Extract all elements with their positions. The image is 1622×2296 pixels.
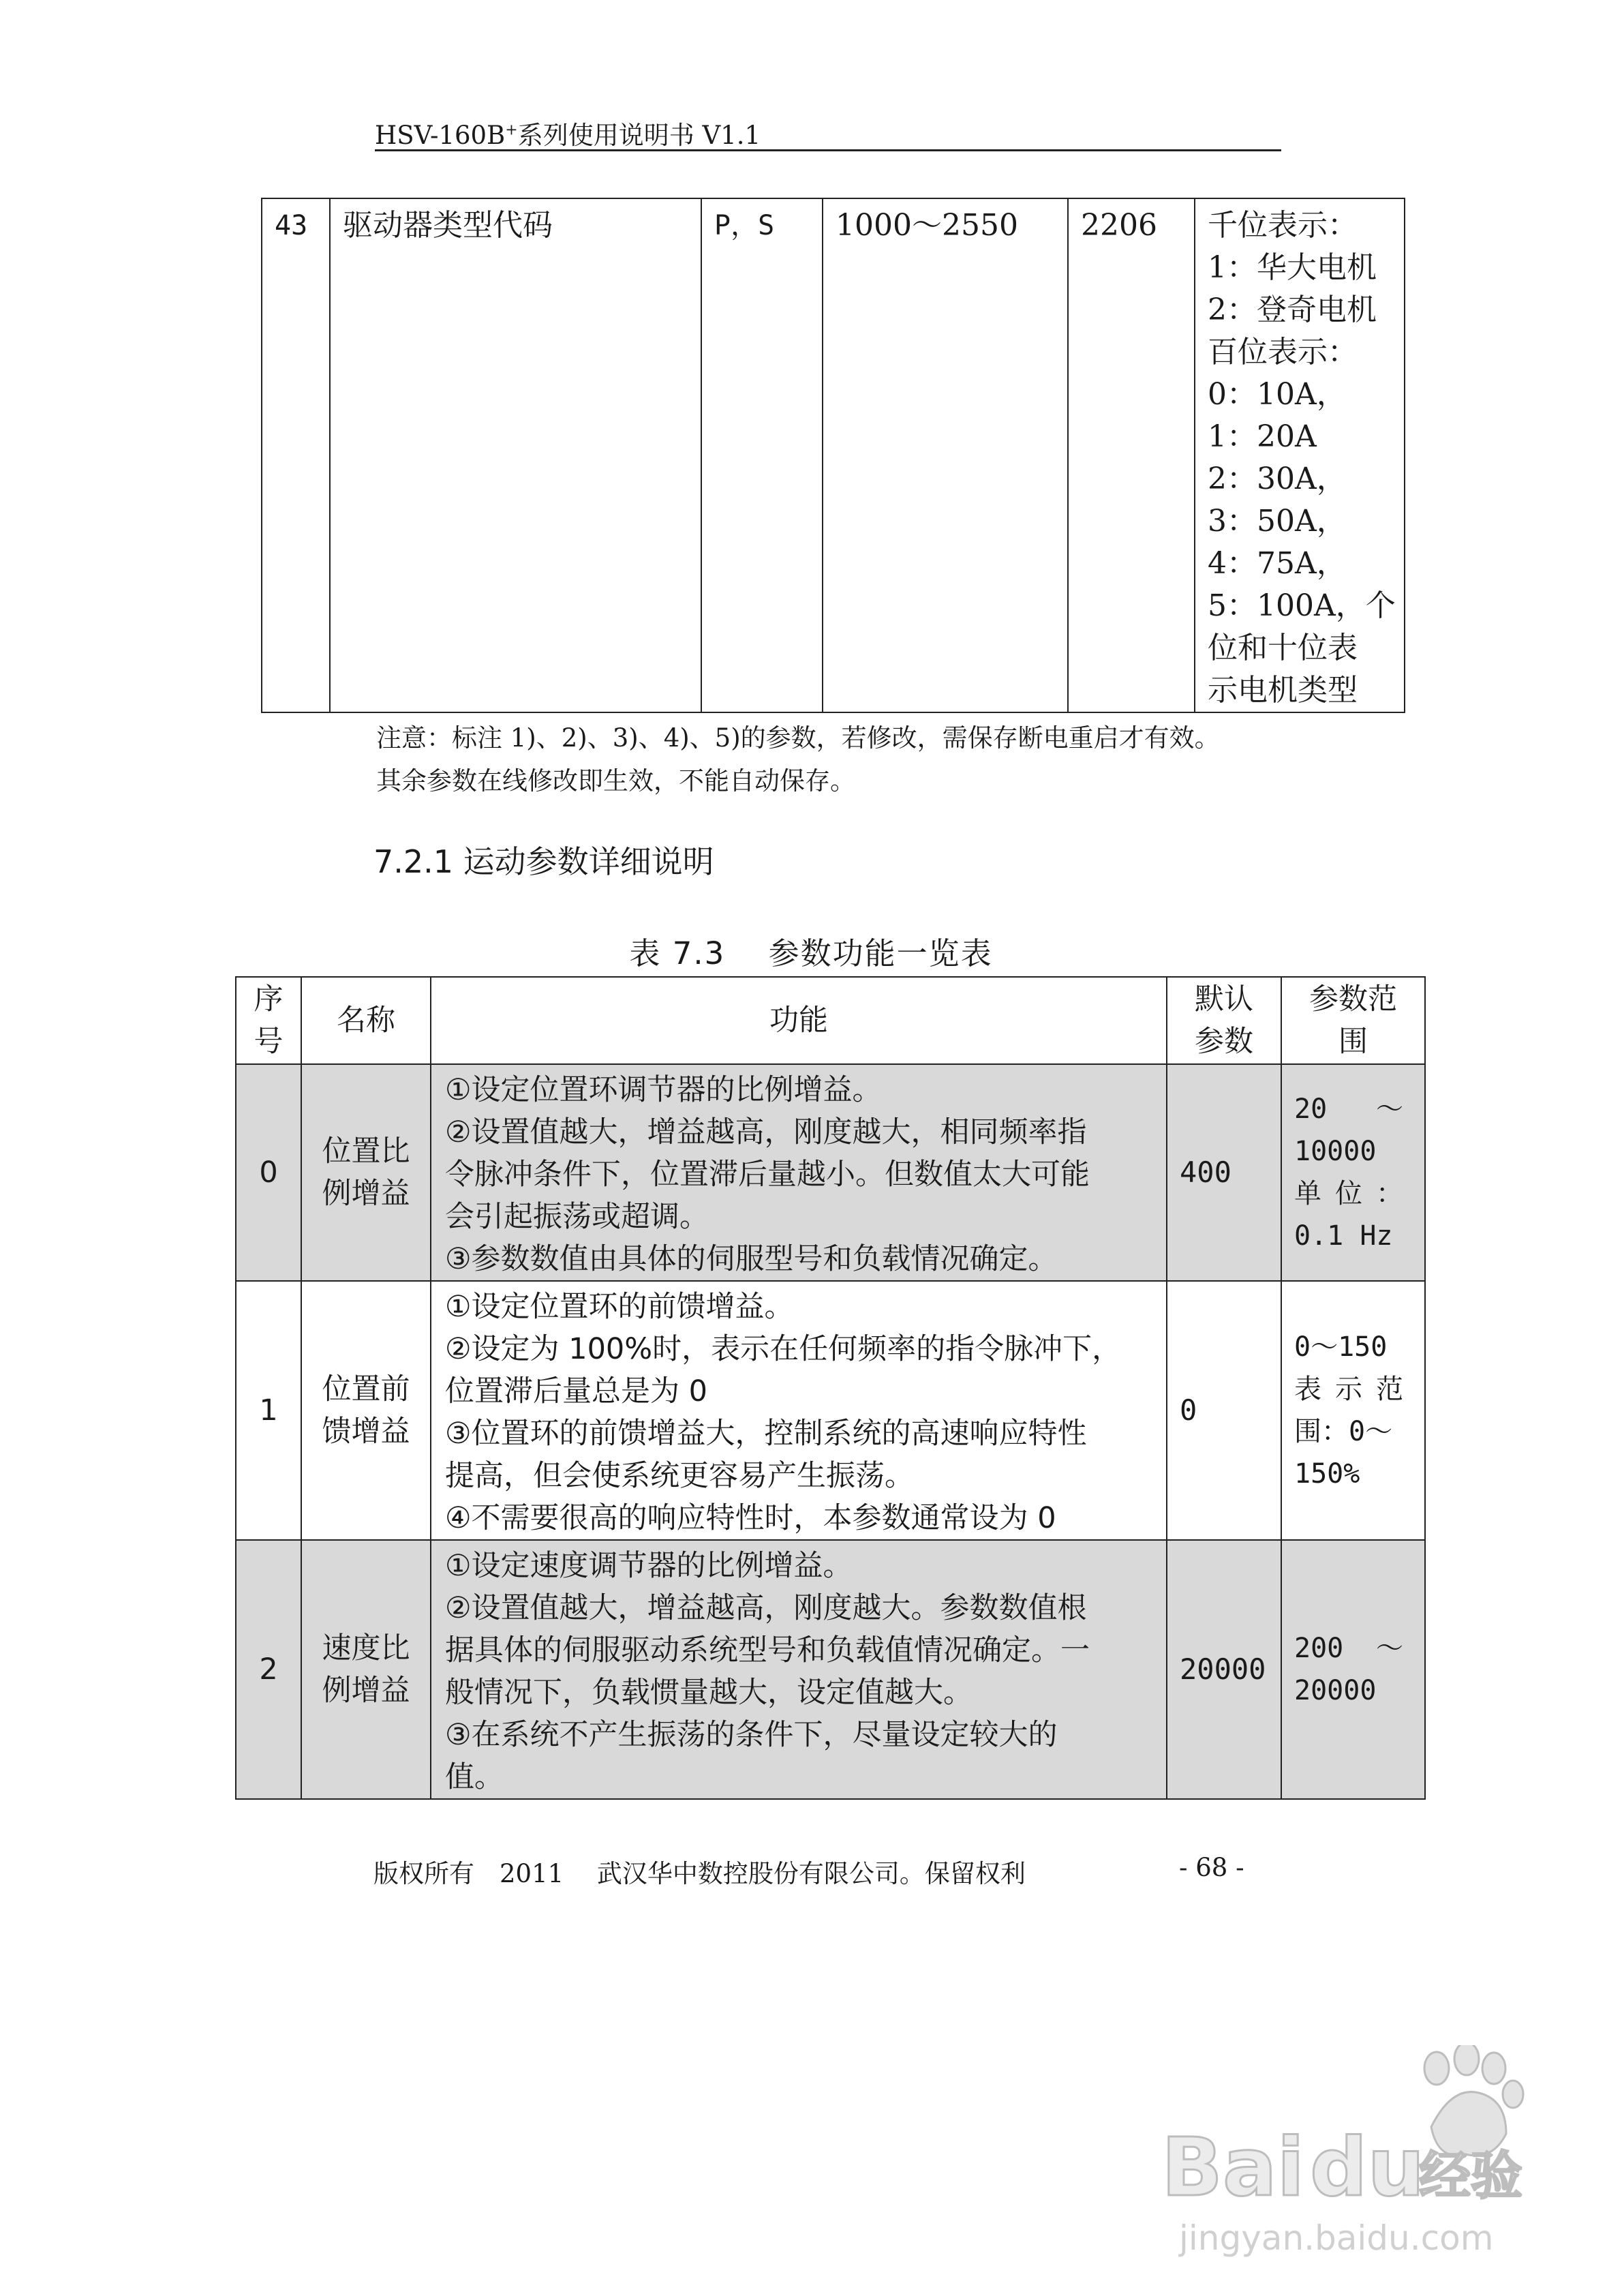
range-part: 位	[1335, 1178, 1362, 1209]
range-line: 围：0～	[1294, 1416, 1393, 1447]
col-header-function: 功能	[431, 977, 1167, 1064]
param-name: 驱动器类型代码	[330, 198, 701, 712]
name-line: 速度比	[322, 1631, 410, 1665]
svg-text:Bai: Bai	[1161, 2120, 1305, 2214]
col-header-no	[236, 977, 301, 1064]
header-line: 参数范	[1309, 982, 1397, 1016]
desc-line: 3：50A，	[1208, 504, 1347, 539]
baidu-watermark-logo	[1152, 2045, 1533, 2270]
row-no: 1	[236, 1281, 301, 1540]
range-part: 单	[1294, 1178, 1321, 1209]
note-line: 其余参数在线修改即生效，不能自动保存。	[376, 766, 855, 796]
function-line: 值。	[445, 1760, 504, 1794]
range-line: 150%	[1294, 1458, 1360, 1490]
range-part: 示	[1335, 1374, 1362, 1405]
table-row	[262, 198, 1405, 712]
header-title: HSV-160B	[375, 121, 506, 150]
row-name	[301, 1064, 431, 1281]
table-header-row	[236, 977, 1425, 1064]
function-line: 令脉冲条件下，位置滞后量越小。但数值太大可能	[445, 1158, 1090, 1192]
header-title-suffix: 系列使用说明书 V1.1	[517, 121, 761, 150]
footer-copyright: 版权所有 2011 武汉华中数控股份有限公司。保留权利	[373, 1859, 1026, 1888]
range-line: 20000	[1294, 1675, 1377, 1706]
function-line: ③在系统不产生振荡的条件下，尽量设定较大的	[445, 1718, 1058, 1752]
row-default: 400	[1167, 1064, 1281, 1281]
desc-line: 1：华大电机	[1208, 250, 1377, 285]
header-superscript: +	[505, 121, 518, 139]
table-row	[236, 1540, 1425, 1799]
range-line: 0.1 Hz	[1294, 1220, 1393, 1252]
range-part: 20	[1294, 1093, 1328, 1125]
header-line: 默认	[1195, 982, 1253, 1016]
col-header-default	[1167, 977, 1281, 1064]
name-line: 位置前	[322, 1372, 410, 1406]
desc-line: 位和十位表	[1208, 631, 1358, 665]
function-line: ②设定为 100%时，表示在任何频率的指令脉冲下，	[445, 1332, 1122, 1366]
function-line: ②设置值越大，增益越高，刚度越大。参数数值根	[445, 1591, 1087, 1625]
range-part: 200	[1294, 1633, 1344, 1664]
name-line: 馈增益	[322, 1415, 410, 1449]
row-no: 2	[236, 1540, 301, 1799]
function-line: ④不需要很高的响应特性时，本参数通常设为 0	[445, 1501, 1056, 1535]
col-header-name: 名称	[301, 977, 431, 1064]
header-line: 围	[1338, 1025, 1368, 1059]
note-line: 注意：标注 1)、2)、3)、4)、5)的参数，若修改，需保存断电重启才有效。	[376, 723, 1220, 753]
svg-text:du: du	[1310, 2120, 1425, 2214]
row-function	[431, 1281, 1167, 1540]
desc-line: 百位表示：	[1208, 335, 1358, 369]
header-line: 序	[254, 982, 284, 1016]
param-range: 1000～2550	[823, 198, 1068, 712]
svg-text:jingyan.baidu.com: jingyan.baidu.com	[1179, 2218, 1494, 2258]
range-part: ：	[1376, 1178, 1403, 1209]
col-header-range	[1281, 977, 1425, 1064]
row-default: 0	[1167, 1281, 1281, 1540]
function-line: 据具体的伺服驱动系统型号和负载值情况确定。一	[445, 1633, 1090, 1667]
param-no: 43	[262, 198, 330, 712]
row-function	[431, 1064, 1167, 1281]
param-description	[1195, 198, 1405, 712]
header-line: 号	[254, 1025, 284, 1059]
range-part: ～	[1376, 1633, 1403, 1664]
row-range	[1281, 1540, 1425, 1799]
range-line: 0～150	[1294, 1331, 1388, 1363]
desc-line: 1：20A	[1208, 419, 1317, 454]
row-no: 0	[236, 1064, 301, 1281]
function-line: ③位置环的前馈增益大，控制系统的高速响应特性	[445, 1417, 1087, 1451]
header-rule	[375, 149, 1281, 151]
table-row	[236, 1064, 1425, 1281]
desc-line: 0：10A，	[1208, 377, 1347, 412]
row-function	[431, 1540, 1167, 1799]
table-row	[236, 1281, 1425, 1540]
header-line: 参数	[1195, 1025, 1253, 1059]
function-line: 位置滞后量总是为 0	[445, 1374, 708, 1408]
desc-line: 示电机类型	[1208, 673, 1358, 708]
row-name	[301, 1281, 431, 1540]
name-line: 位置比	[322, 1134, 410, 1168]
param-mode: P，S	[701, 198, 823, 712]
name-line: 例增益	[322, 1177, 410, 1211]
row-name	[301, 1540, 431, 1799]
name-line: 例增益	[322, 1674, 410, 1708]
desc-line: 千位表示：	[1208, 208, 1358, 243]
function-line: 会引起振荡或超调。	[445, 1200, 709, 1234]
function-line: ③参数数值由具体的伺服型号和负载情况确定。	[445, 1242, 1058, 1276]
desc-line: 2：登奇电机	[1208, 292, 1377, 327]
param-function-table	[235, 976, 1426, 1800]
function-line: ①设定位置环的前馈增益。	[445, 1290, 794, 1324]
desc-line: 2：30A，	[1208, 462, 1347, 496]
function-line: ①设定速度调节器的比例增益。	[445, 1549, 853, 1583]
desc-line: 4：75A，	[1208, 546, 1347, 581]
page-number: - 68 -	[1179, 1853, 1244, 1882]
row-range	[1281, 1281, 1425, 1540]
row-range	[1281, 1064, 1425, 1281]
function-line: 般情况下，负载惯量越大，设定值越大。	[445, 1676, 973, 1710]
section-heading: 7.2.1 运动参数详细说明	[373, 843, 714, 880]
param-table-continued	[261, 198, 1405, 713]
running-header	[375, 115, 761, 151]
function-line: ①设定位置环调节器的比例增益。	[445, 1073, 882, 1107]
desc-line: 5：100A，个	[1208, 588, 1396, 623]
function-line: ②设置值越大，增益越高，刚度越大，相同频率指	[445, 1115, 1087, 1149]
param-default: 2206	[1068, 198, 1195, 712]
range-line: 10000	[1294, 1136, 1377, 1167]
row-default: 20000	[1167, 1540, 1281, 1799]
range-part: ～	[1376, 1093, 1403, 1125]
range-part: 范	[1376, 1374, 1403, 1405]
table-caption: 表 7.3 参数功能一览表	[629, 935, 993, 971]
function-line: 提高，但会使系统更容易产生振荡。	[445, 1459, 914, 1493]
range-part: 表	[1294, 1374, 1321, 1405]
svg-text:经验: 经验	[1419, 2145, 1522, 2206]
